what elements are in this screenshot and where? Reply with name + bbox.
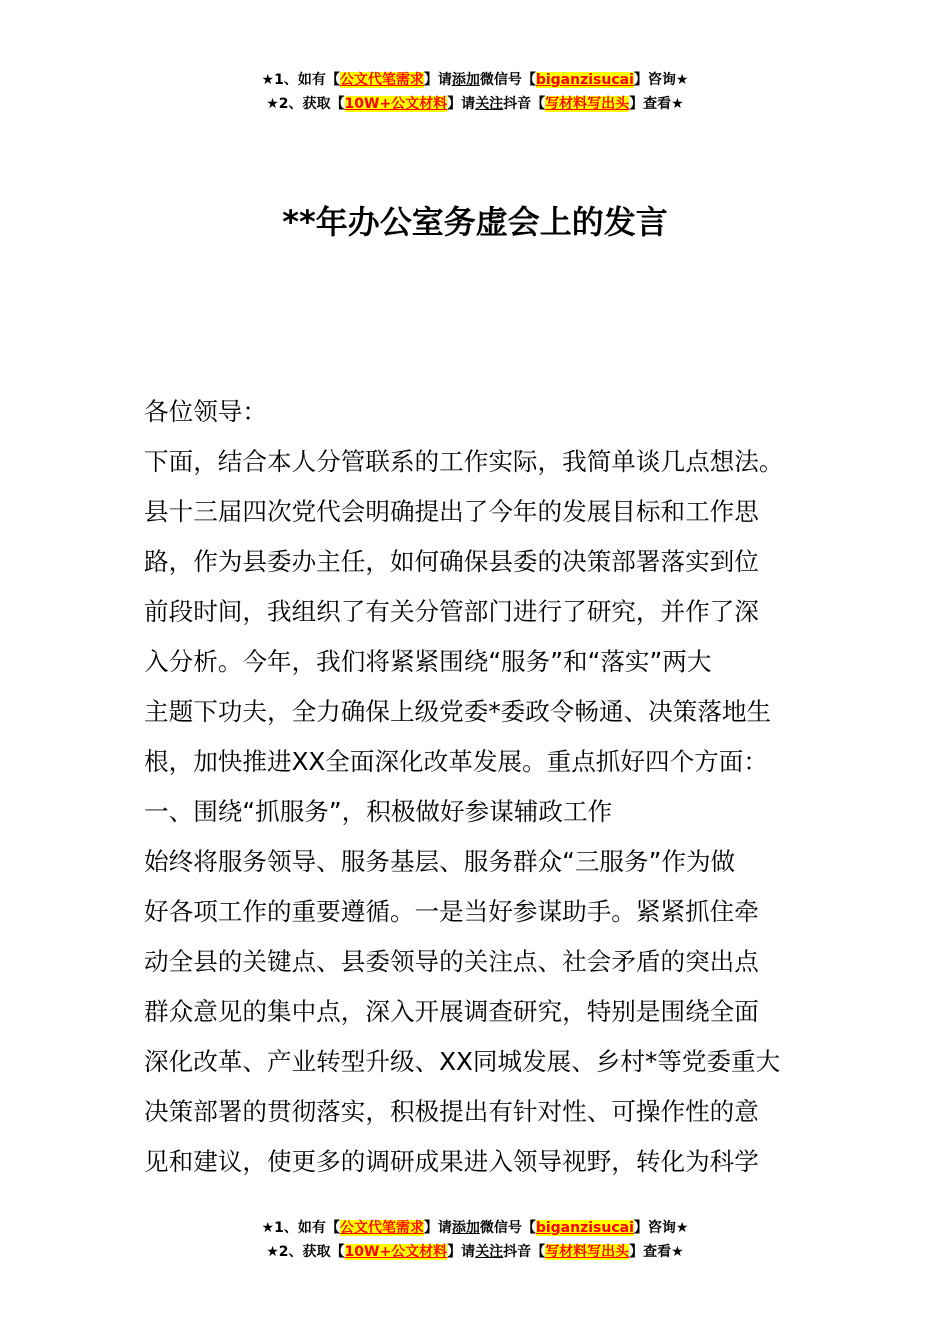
document-body	[144, 387, 824, 1187]
body-line: 下面，结合本人分管联系的工作实际，我简单谈几点想法。	[144, 447, 784, 476]
body-line: 县十三届四次党代会明确提出了今年的发展目标和工作思	[144, 497, 759, 526]
banner-highlight: 10W+公文材料	[344, 1244, 448, 1260]
body-line: 各位领导：	[144, 397, 267, 426]
body-line: 群众意见的集中点，深入开展调查研究，特别是围绕全面	[144, 997, 759, 1026]
body-line: 前段时间，我组织了有关分管部门进行了研究，并作了深	[144, 597, 759, 626]
body-line: 决策部署的贯彻落实，积极提出有针对性、可操作性的意	[144, 1097, 759, 1126]
body-line: 入分析。今年，我们将紧紧围绕“服务”和“落实”两大	[144, 647, 712, 676]
banner-line-2: ★2、获取【10W+公文材料】请关注抖音【写材料写出头】查看★	[266, 1244, 684, 1260]
banner-wechat-id: biganzisucai	[535, 72, 634, 88]
banner-highlight: 公文代笔需求	[339, 1220, 424, 1236]
body-line: 始终将服务领导、服务基层、服务群众“三服务”作为做	[144, 847, 736, 876]
banner-highlight: 10W+公文材料	[344, 96, 448, 112]
banner-douyin-id: 写材料写出头	[545, 96, 630, 112]
document-title: **年办公室务虚会上的发言	[282, 203, 668, 241]
body-line: 路，作为县委办主任，如何确保县委的决策部署落实到位	[144, 547, 759, 576]
body-line: 根，加快推进XX全面深化改革发展。重点抓好四个方面：	[144, 747, 768, 776]
body-line: 动全县的关键点、县委领导的关注点、社会矛盾的突出点	[144, 947, 759, 976]
banner-line-2: ★2、获取【10W+公文材料】请关注抖音【写材料写出头】查看★	[266, 96, 684, 112]
body-line: 深化改革、产业转型升级、XX同城发展、乡村*等党委重大	[144, 1047, 781, 1076]
banner-wechat-id: biganzisucai	[535, 1220, 634, 1236]
footer-banner	[0, 1216, 950, 1264]
body-line: 主题下功夫，全力确保上级党委*委政令畅通、决策落地生	[144, 697, 772, 726]
banner-douyin-id: 写材料写出头	[545, 1244, 630, 1260]
body-line: 见和建议，使更多的调研成果进入领导视野，转化为科学	[144, 1147, 759, 1176]
body-line: 好各项工作的重要遵循。一是当好参谋助手。紧紧抓住牵	[144, 897, 759, 926]
section-heading: 一、围绕“抓服务”，积极做好参谋辅政工作	[144, 797, 613, 826]
banner-line-1: ★1、如有【公文代笔需求】请添加微信号【biganzisucai】咨询★	[261, 72, 689, 88]
banner-highlight: 公文代笔需求	[339, 72, 424, 88]
header-banner	[0, 68, 950, 116]
banner-line-1: ★1、如有【公文代笔需求】请添加微信号【biganzisucai】咨询★	[261, 1220, 689, 1236]
